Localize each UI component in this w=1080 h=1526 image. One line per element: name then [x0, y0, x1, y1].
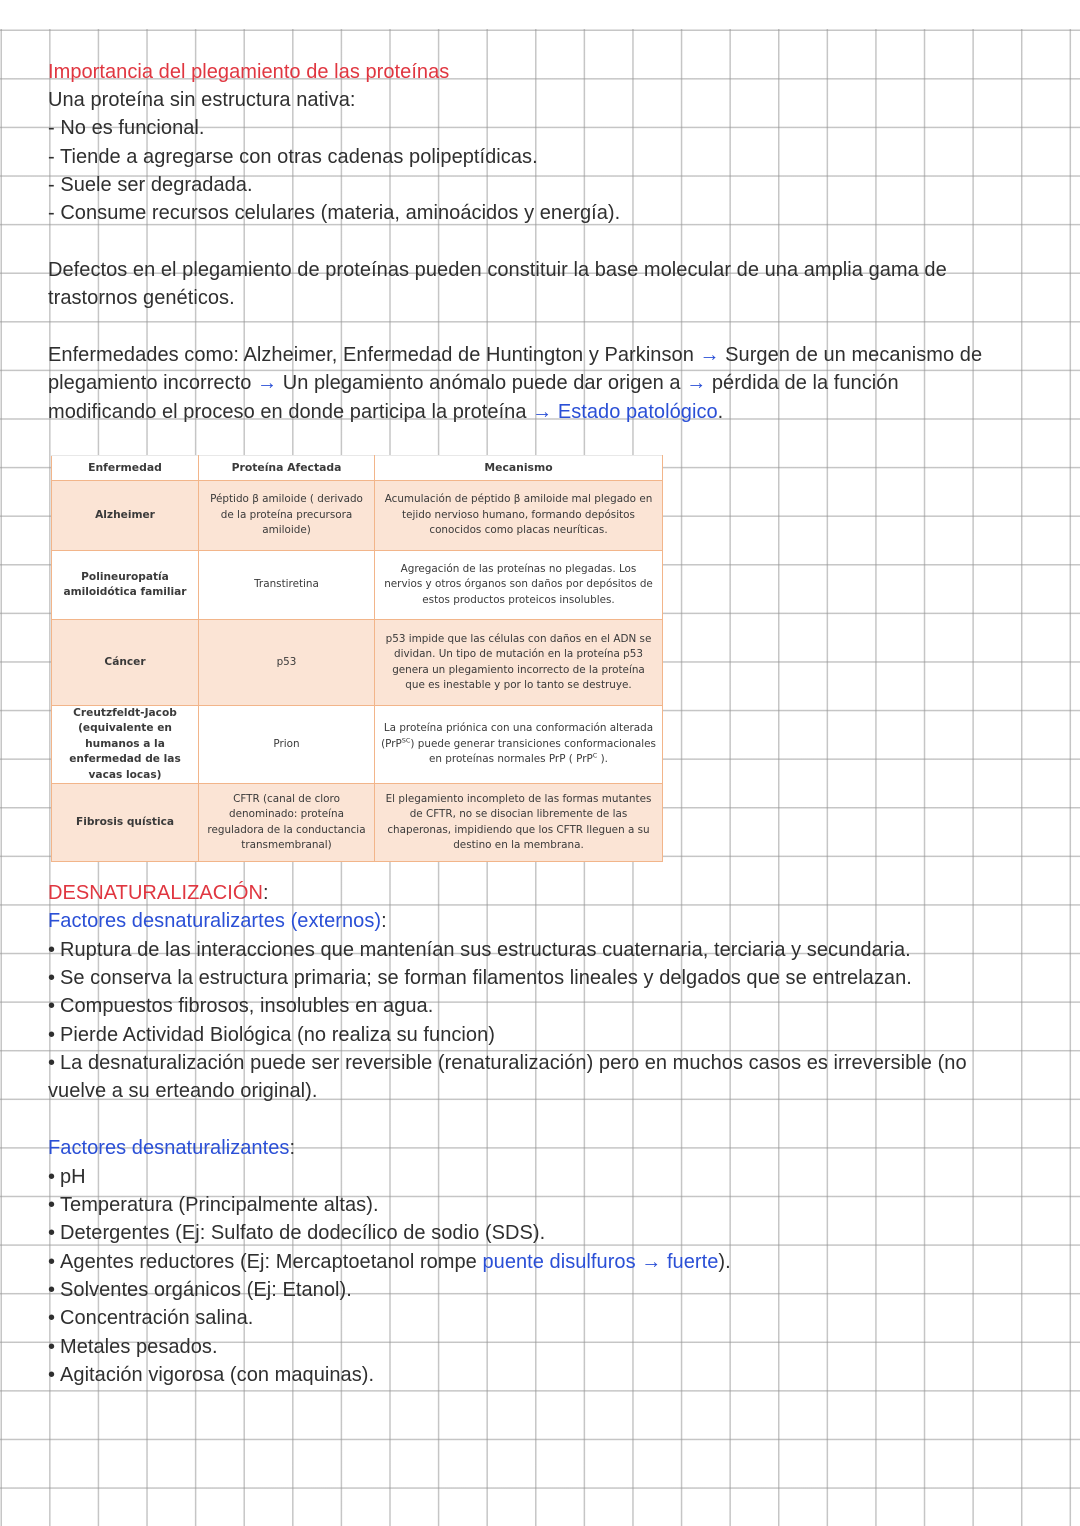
bullet-item [48, 936, 911, 964]
table-row [52, 620, 663, 706]
bullet-item [48, 1248, 731, 1276]
bullet-text: La desnaturalización puede ser reversible (renaturalización) pero en muchos casos es irreversible (no [60, 1052, 967, 1074]
superscript: C [592, 751, 598, 760]
top-margin [0, 0, 1080, 29]
superscript: SC [401, 736, 411, 745]
cell-disease: Polineuropatía amiloidótica familiar [52, 551, 199, 620]
colon: : [381, 910, 387, 932]
paragraph-line: trastornos genéticos. [48, 287, 235, 309]
bullet-item [48, 1163, 86, 1191]
bullet-item [48, 1276, 352, 1304]
paragraph-line: Defectos en el plegamiento de proteínas pueden constituir la base molecular de una amplia gama de [48, 259, 947, 281]
bullet-icon: • [48, 1251, 56, 1273]
cell-disease: Creutzfeldt-Jacob (equivalente en humanos a la enfermedad de las vacas locas) [52, 706, 199, 784]
bullet-item [48, 1333, 218, 1361]
highlight-pathological-state: Estado patológico [557, 401, 718, 423]
bullet-item [48, 1304, 253, 1332]
bullet-continuation: vuelve a su erteando original). [48, 1080, 318, 1102]
bullet-text: Agentes reductores (Ej: Mercaptoetanol rompe [60, 1251, 483, 1273]
text-segment: Surgen de un mecanismo de [719, 344, 983, 366]
bullet-text: pH [60, 1166, 86, 1188]
bullet-icon: • [48, 1166, 56, 1188]
list-item: - Tiende a agregarse con otras cadenas polipeptídicas. [48, 146, 538, 168]
cell-protein: p53 [199, 620, 375, 706]
bullet-text: Detergentes (Ej: Sulfato de dodecílico de sodio (SDS). [60, 1222, 546, 1244]
bullet-item [48, 1191, 379, 1219]
subtitle-denaturing-factors [48, 1134, 295, 1162]
subtitle-external-factors [48, 907, 387, 935]
bullet-text: Compuestos fibrosos, insolubles en agua. [60, 995, 434, 1017]
cell-protein: Transtiretina [199, 551, 375, 620]
cell-protein: Prion [199, 706, 375, 784]
bullet-item [48, 1219, 545, 1247]
header-mechanism: Mecanismo [375, 456, 663, 481]
bullet-text: Temperatura (Principalmente altas). [60, 1194, 379, 1216]
paragraph-line [48, 341, 982, 369]
bullet-icon: • [48, 1024, 56, 1046]
subtitle-text: Factores desnaturalizartes (externos) [48, 910, 382, 932]
cell-mechanism [375, 706, 663, 784]
arrow-right-icon: → [257, 372, 278, 394]
bullet-text: Pierde Actividad Biológica (no realiza su funcion) [60, 1024, 495, 1046]
bullet-text: Concentración salina. [60, 1307, 254, 1329]
cell-mechanism: p53 impide que las células con daños en el ADN se dividan. Un tipo de mutación en la proteína p53 genera un plegamiento incorrecto de la proteína que es inestable y por lo tanto se destruye. [375, 620, 663, 706]
paragraph-line [48, 369, 899, 397]
cell-protein: CFTR (canal de cloro denominado: proteína reguladora de la conductancia transmembranal) [199, 784, 375, 862]
cell-mechanism: El plegamiento incompleto de las formas mutantes de CFTR, no se disocian libremente de las chaperonas, impidiendo que los CFTR lleguen a su destino en la membrana. [375, 784, 663, 862]
cell-protein: Péptido β amiloide ( derivado de la proteína precursora amiloide) [199, 481, 375, 551]
cell-disease: Alzheimer [52, 481, 199, 551]
text-segment: ). [597, 753, 608, 766]
bullet-item [48, 992, 433, 1020]
cell-disease: Fibrosis quística [52, 784, 199, 862]
list-item: - Consume recursos celulares (materia, aminoácidos y energía). [48, 202, 621, 224]
section-title-folding: Importancia del plegamiento de las proteínas [48, 61, 450, 83]
list-item: - Suele ser degradada. [48, 174, 253, 196]
bullet-icon: • [48, 995, 56, 1017]
bullet-text: Solventes orgánicos (Ej: Etanol). [60, 1279, 352, 1301]
bullet-text: Agitación vigorosa (con maquinas). [60, 1364, 375, 1386]
text-segment: modificando el proceso en donde participa la proteína [48, 401, 533, 423]
table-row [52, 706, 663, 784]
header-disease: Enfermedad [52, 456, 199, 481]
bullet-icon: • [48, 967, 56, 989]
table-row [52, 784, 663, 862]
cell-disease: Cáncer [52, 620, 199, 706]
text-segment: Un plegamiento anómalo puede dar origen a [277, 372, 687, 394]
text-segment: . [717, 401, 724, 423]
heading-text: DESNATURALIZACIÓN [48, 882, 263, 904]
bullet-text: Ruptura de las interacciones que mantenían sus estructuras cuaternaria, terciaria y secundaria. [60, 939, 911, 961]
bullet-icon: • [48, 1364, 56, 1386]
bullet-icon: • [48, 1052, 56, 1074]
highlight-strong: fuerte [666, 1251, 719, 1273]
arrow-right-icon: → [532, 401, 553, 423]
arrow-right-icon: → [641, 1251, 662, 1273]
text-segment: ) puede generar transiciones conformacionales en proteínas normales PrP ( PrP [410, 737, 656, 766]
bullet-icon: • [48, 1336, 56, 1358]
text-segment: plegamiento incorrecto [48, 372, 258, 394]
colon: : [262, 882, 269, 904]
bullet-item [48, 1361, 374, 1389]
header-protein: Proteína Afectada [199, 456, 375, 481]
table-row [52, 551, 663, 620]
bullet-icon: • [48, 1279, 56, 1301]
subtitle-text: Factores desnaturalizantes [48, 1137, 290, 1159]
bullet-text: Se conserva la estructura primaria; se forman filamentos lineales y delgados que se entrelazan. [60, 967, 912, 989]
bullet-icon: • [48, 939, 56, 961]
text-segment: Enfermedades como: Alzheimer, Enfermedad de Huntington y Parkinson [48, 344, 700, 366]
paragraph-line [48, 398, 723, 426]
cell-mechanism: Agregación de las proteínas no plegadas. Los nervios y otros órganos son daños por depósitos de estos productos proteicos insolubles. [375, 551, 663, 620]
highlight-disulfide: puente disulfuros [482, 1251, 636, 1273]
cell-mechanism: Acumulación de péptido β amiloide mal plegado en tejido nervioso humano, formando depósitos conocidos como placas neuríticas. [375, 481, 663, 551]
bullet-text: Metales pesados. [60, 1336, 218, 1358]
table-header-row [52, 456, 663, 481]
table-row [52, 481, 663, 551]
bullet-item [48, 964, 912, 992]
text-segment: pérdida de la función [706, 372, 899, 394]
bullet-icon: • [48, 1307, 56, 1329]
bullet-icon: • [48, 1222, 56, 1244]
bullet-text: ). [718, 1251, 731, 1273]
text-segment: La proteína priónica con una conformación alterada (PrP [381, 722, 654, 750]
arrow-right-icon: → [686, 372, 707, 394]
bullet-icon: • [48, 1194, 56, 1216]
diseases-table [51, 455, 663, 862]
arrow-right-icon: → [699, 344, 720, 366]
list-item: - No es funcional. [48, 117, 205, 139]
bullet-item [48, 1021, 495, 1049]
bullet-item [48, 1049, 967, 1077]
colon: : [289, 1137, 296, 1159]
section-title-denaturation [48, 879, 269, 907]
intro-text: Una proteína sin estructura nativa: [48, 89, 356, 111]
